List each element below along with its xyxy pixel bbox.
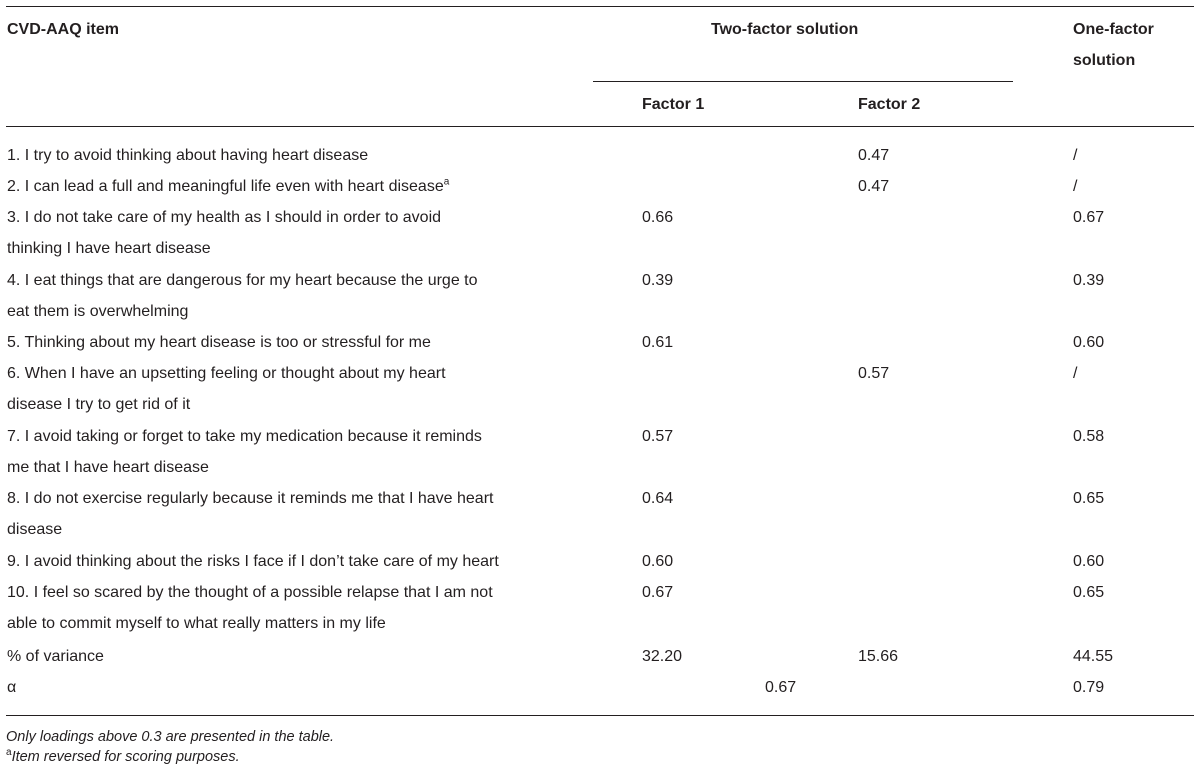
footnote-loadings: Only loadings above 0.3 are presented in the table.: [6, 729, 335, 745]
one-factor-loading: /: [1073, 365, 1078, 383]
factor1-loading: 0.57: [642, 427, 674, 445]
factor1-loading: 0.60: [642, 552, 674, 570]
item-text-line1: [7, 208, 441, 228]
item-text-line2: disease: [7, 521, 63, 539]
table-bottom-rule: [6, 715, 1194, 716]
header-two-factor: Two-factor solution: [711, 21, 859, 38]
item-text: 2. I can lead a full and meaningful life even with heart disease: [7, 178, 444, 196]
item-text-line2: eat them is overwhelming: [7, 302, 189, 320]
header-one-factor-line2: solution: [1073, 52, 1136, 69]
header-item: CVD-AAQ item: [7, 21, 120, 38]
item-text-line1: [7, 364, 446, 384]
item-text-line1: [7, 333, 431, 353]
item-text-line1: [7, 146, 368, 166]
factor1-loading: 0.61: [642, 334, 674, 352]
item-text-line1: [7, 427, 482, 447]
one-factor-loading: 0.60: [1073, 552, 1105, 570]
factor1-loading: 0.39: [642, 271, 674, 289]
header-bottom-rule: [6, 126, 1194, 127]
alpha-one-factor: 0.79: [1073, 679, 1105, 696]
header-factor1: Factor 1: [642, 96, 705, 113]
factor2-loading: 0.47: [858, 147, 890, 164]
item-text: 3. I do not take care of my health as I should in order to avoid: [7, 209, 442, 227]
one-factor-loading: 0.65: [1073, 583, 1105, 601]
header-one-factor-line1: One-factor: [1073, 21, 1154, 38]
item-text-line1: [7, 271, 478, 291]
item-text-line2: me that I have heart disease: [7, 458, 209, 476]
item-text: 6. When I have an upsetting feeling or thought about my heart: [7, 365, 446, 383]
footnote-marker: a: [6, 747, 12, 759]
item-text-line1: [7, 552, 499, 572]
factor2-loading: 0.57: [858, 365, 890, 383]
item-text: 9. I avoid thinking about the risks I face if I don’t take care of my heart: [7, 552, 499, 570]
variance-one-factor: 44.55: [1073, 648, 1114, 665]
alpha-two-factor: 0.67: [765, 679, 797, 696]
variance-label: % of variance: [7, 648, 104, 665]
reversed-item-marker: a: [443, 176, 450, 188]
table-top-rule: [6, 6, 1194, 7]
factor1-loading: 0.67: [642, 583, 674, 601]
one-factor-loading: 0.39: [1073, 271, 1105, 289]
item-text-line2: able to commit myself to what really matters in my life: [7, 614, 386, 632]
one-factor-loading: 0.60: [1073, 334, 1105, 352]
item-text: 5. Thinking about my heart disease is too or stressful for me: [7, 334, 431, 352]
item-text: 7. I avoid taking or forget to take my medication because it reminds: [7, 427, 482, 445]
header-factor2: Factor 2: [858, 96, 921, 113]
item-text: 1. I try to avoid thinking about having heart disease: [7, 147, 369, 164]
two-factor-underline: [593, 81, 1013, 82]
item-text: 8. I do not exercise regularly because it reminds me that I have heart: [7, 490, 494, 508]
item-text-line1: [7, 489, 493, 509]
item-text-line1: [7, 583, 493, 603]
item-text-line1: [7, 177, 449, 197]
one-factor-loading: /: [1073, 178, 1078, 196]
factor1-loading: 0.66: [642, 209, 674, 227]
alpha-label: α: [7, 679, 17, 696]
footnote-reversed-text: Item reversed for scoring purposes.: [11, 749, 240, 765]
one-factor-loading: 0.65: [1073, 490, 1105, 508]
factor2-loading: 0.47: [858, 178, 890, 196]
one-factor-loading: 0.58: [1073, 427, 1105, 445]
one-factor-loading: /: [1073, 147, 1078, 164]
footnote-reversed: [6, 749, 240, 765]
one-factor-loading: 0.67: [1073, 209, 1105, 227]
variance-factor1: 32.20: [642, 648, 683, 665]
factor1-loading: 0.64: [642, 490, 674, 508]
item-text: 4. I eat things that are dangerous for my heart because the urge to: [7, 271, 478, 289]
item-text-line2: thinking I have heart disease: [7, 240, 211, 258]
item-text: 10. I feel so scared by the thought of a possible relapse that I am not: [7, 583, 493, 601]
variance-factor2: 15.66: [858, 648, 899, 665]
item-text-line2: disease I try to get rid of it: [7, 396, 191, 414]
